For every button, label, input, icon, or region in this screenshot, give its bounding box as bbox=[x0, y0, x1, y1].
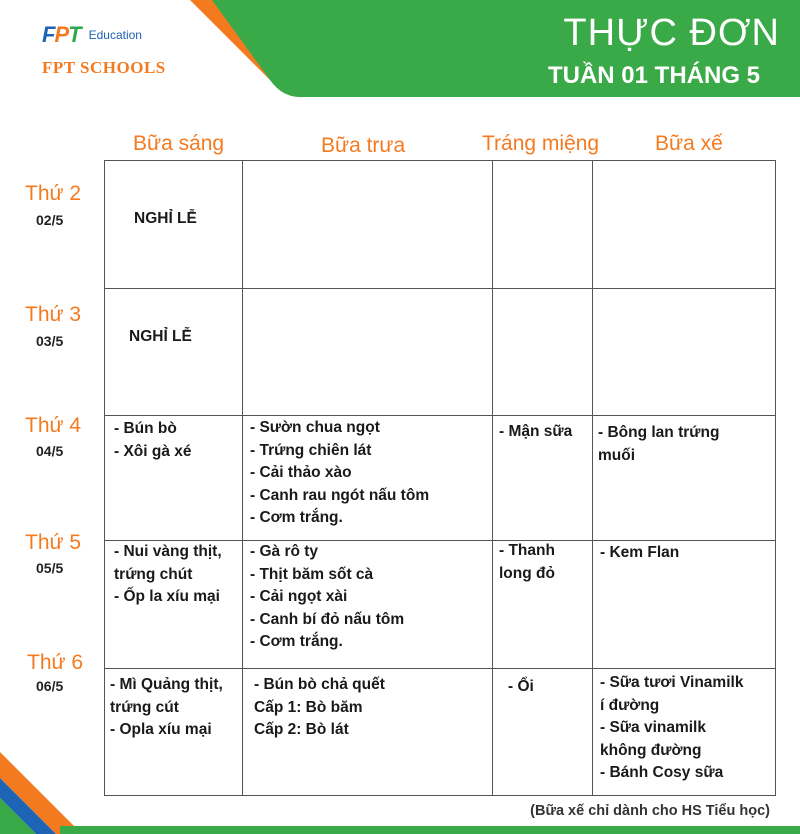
table-cell bbox=[242, 160, 493, 289]
dessert-text: - Ổi bbox=[508, 678, 534, 695]
day-date: 05/5 bbox=[36, 560, 64, 576]
table-cell bbox=[242, 288, 493, 416]
table-cell bbox=[592, 288, 776, 416]
snack-text: - Bông lan trứng muối bbox=[598, 424, 720, 464]
lunch-text: - Gà rô ty - Thịt băm sốt cà - Cải ngọt xài - Canh bí đỏ nấu tôm - Cơm trắng. bbox=[250, 543, 405, 650]
day-name: Thứ 3 bbox=[25, 303, 82, 326]
dessert-text: - Mận sữa bbox=[499, 423, 573, 440]
fpt-logo-mark: FPT bbox=[42, 22, 81, 47]
footnote: (Bữa xế chỉ dành cho HS Tiểu học) bbox=[530, 803, 770, 819]
table-cell bbox=[492, 160, 593, 289]
day-name: Thứ 5 bbox=[25, 531, 82, 554]
page-subtitle: TUẦN 01 THÁNG 5 bbox=[547, 62, 760, 89]
lunch-text: - Sườn chua ngọt - Trứng chiên lát - Cải thảo xào - Canh rau ngót nấu tôm - Cơm trắng. bbox=[250, 419, 430, 526]
bottom-stripe bbox=[0, 826, 800, 834]
table-cell bbox=[592, 160, 776, 289]
page-title: THỰC ĐƠN bbox=[563, 12, 780, 54]
table-cell bbox=[104, 288, 243, 416]
dessert-text: - Thanh long đỏ bbox=[499, 542, 555, 582]
day-date: 03/5 bbox=[36, 333, 64, 349]
table-cell bbox=[492, 288, 593, 416]
logo-education-text: Education bbox=[88, 28, 142, 42]
day-date: 06/5 bbox=[36, 678, 64, 694]
snack-text: - Sữa tươi Vinamilk í đường - Sữa vinamilk không đường - Bánh Cosy sữa bbox=[600, 674, 744, 781]
logo-schools-text: FPT SCHOOLS bbox=[42, 58, 166, 77]
breakfast-text: - Mì Quảng thịt, trứng cút - Opla xíu mại bbox=[110, 676, 223, 738]
snack-text: - Kem Flan bbox=[600, 544, 680, 561]
fpt-logo bbox=[42, 22, 166, 78]
menu-table bbox=[104, 160, 776, 796]
column-header-snack: Bữa xế bbox=[655, 132, 723, 155]
corner-decoration bbox=[0, 724, 120, 834]
lunch-text: - Bún bò chả quết Cấp 1: Bò băm Cấp 2: Bò lát bbox=[254, 676, 385, 738]
column-header-lunch: Bữa trưa bbox=[321, 134, 406, 157]
breakfast-text: - Nui vàng thịt, trứng chút - Ốp la xíu mại bbox=[114, 543, 222, 605]
column-header-breakfast: Bữa sáng bbox=[133, 132, 225, 155]
breakfast-text: NGHỈ LỄ bbox=[129, 328, 192, 345]
day-name: Thứ 2 bbox=[25, 182, 82, 205]
day-name: Thứ 6 bbox=[27, 651, 84, 674]
column-header-dessert: Tráng miệng bbox=[482, 132, 600, 155]
breakfast-text: NGHỈ LỄ bbox=[134, 210, 197, 227]
breakfast-text: - Bún bò - Xôi gà xé bbox=[114, 420, 192, 460]
day-date: 04/5 bbox=[36, 443, 64, 459]
day-name: Thứ 4 bbox=[25, 414, 82, 437]
day-date: 02/5 bbox=[36, 212, 64, 228]
